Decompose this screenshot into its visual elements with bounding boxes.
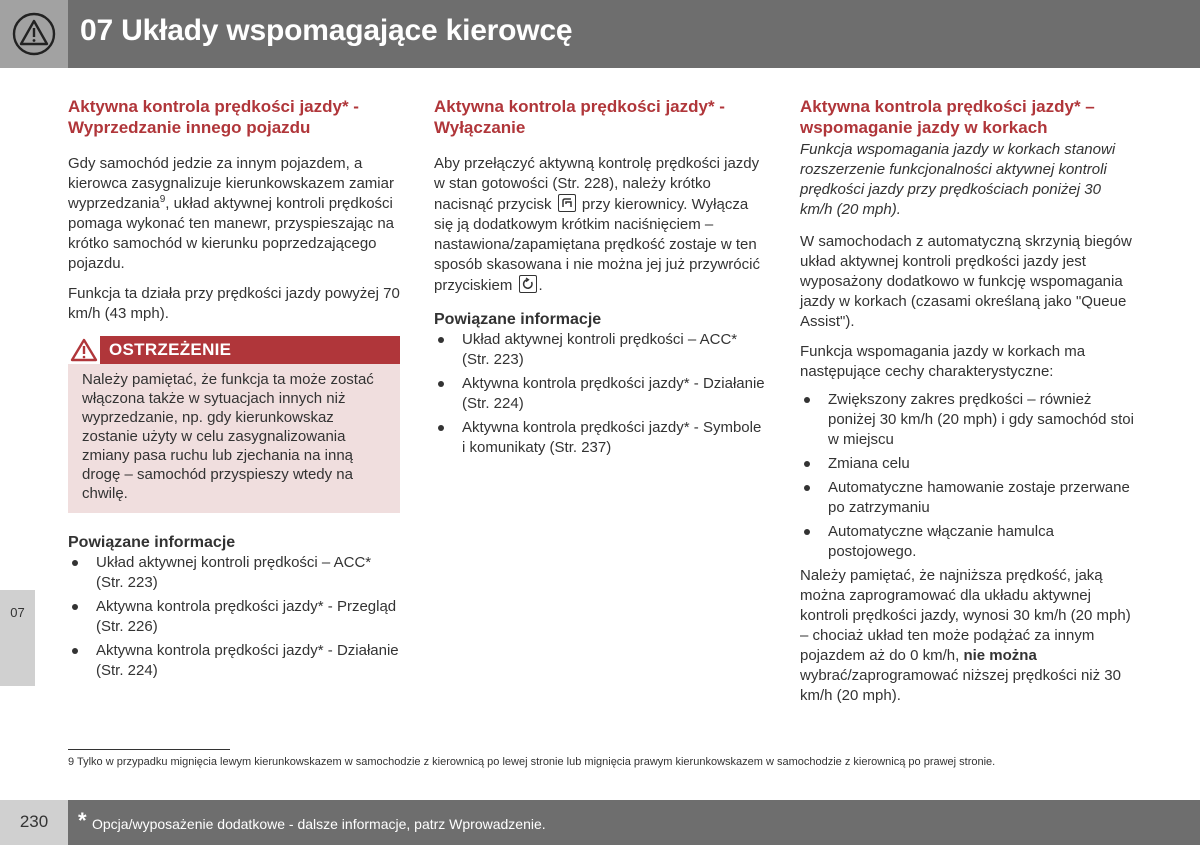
footnote: 9 Tylko w przypadku mignięcia lewym kierunkowskazem w samochodzie z kierownicą po lewej stronie lub mignięcia prawym kierunkowskazem w samochodzie z kierownicą po prawej stronie. [68, 756, 996, 768]
list-item [800, 390, 1134, 450]
list-item-text: Automatyczne hamowanie zostaje przerwane po zatrzymaniu [828, 479, 1130, 516]
warning-header [68, 336, 400, 364]
page-header [0, 0, 1200, 68]
list-item[interactable] [68, 641, 402, 681]
column-overtaking [68, 96, 402, 685]
header-icon-area [0, 0, 68, 68]
list-item[interactable] [434, 330, 768, 370]
section-heading: Aktywna kontrola prędkości jazdy* – wspomaganie jazdy w korkach [800, 97, 1095, 137]
paragraph: Funkcja wspomagania jazdy w korkach ma następujące cechy charakterystyczne: [800, 343, 1086, 380]
paragraph-text: . [538, 277, 543, 294]
bullet-icon [804, 461, 810, 467]
feature-list [800, 390, 1134, 562]
related-heading: Powiązane informacje [434, 311, 602, 328]
paragraph-text: Gdy samochód jedzie za innym pojazdem, a kierowca zasygnalizuje kierunkowskazem zamiar wyprzedzania [68, 155, 394, 212]
bullet-icon [804, 529, 810, 535]
resume-button-icon [519, 275, 537, 293]
warning-triangle-icon [12, 12, 56, 56]
emphasis-text: nie można [963, 647, 1037, 664]
paragraph-text: przy kierownicy. Wyłącza się ją dodatkowym krótkim naciśnięciem – nastawiona/zapamiętana prędkość zostaje w ten sposób skasowana i nie można jej już przywrócić przyciskiem [434, 196, 760, 294]
list-item-text: Zwiększony zakres prędkości – również poniżej 30 km/h (20 mph) i gdy samochód stoi w miejscu [828, 391, 1134, 448]
bullet-icon [804, 485, 810, 491]
list-item[interactable] [68, 553, 402, 593]
bullet-icon [804, 397, 810, 403]
related-link[interactable]: Aktywna kontrola prędkości jazdy* - Symbole i komunikaty (Str. 237) [462, 419, 762, 456]
chapter-title: 07 Układy wspomagające kierowcę [80, 14, 573, 47]
paragraph-text: Należy pamiętać, że najniższa prędkość, jaką można zaprogramować dla układu aktywnej kontroli prędkości jazdy, wynosi 30 km/h (20 mph) – chociaż układ ten może podążać za innym pojazdem aż do 0 km/h, [800, 567, 1131, 664]
standby-button-icon [558, 194, 576, 212]
footer-star: * [78, 808, 87, 833]
bullet-icon [438, 337, 444, 343]
paragraph-text: Aby przełączyć aktywną kontrolę prędkości jazdy w stan gotowości (Str. 228), należy krótko nacisnąć przycisk [434, 155, 760, 213]
paragraph: Funkcja ta działa przy prędkości jazdy powyżej 70 km/h (43 mph). [68, 285, 400, 322]
related-link[interactable]: Aktywna kontrola prędkości jazdy* - Działanie (Str. 224) [96, 642, 399, 679]
warning-label: OSTRZEŻENIE [109, 340, 232, 359]
bullet-icon [72, 560, 78, 566]
related-list [434, 330, 768, 458]
section-heading: Aktywna kontrola prędkości jazdy* - Wyprzedzanie innego pojazdu [68, 97, 359, 137]
related-link[interactable]: Układ aktywnej kontroli prędkości – ACC* (Str. 223) [462, 331, 738, 368]
bullet-icon [72, 604, 78, 610]
related-heading: Powiązane informacje [68, 534, 236, 551]
page-number: 230 [19, 812, 49, 831]
bullet-icon [438, 381, 444, 387]
paragraph: W samochodach z automatyczną skrzynią biegów układ aktywnej kontroli prędkości jazdy jest wyposażony dodatkowo w funkcję wspomagania jazdy w korkach (czasami określaną jako "Queue Assist"). [800, 233, 1132, 330]
column-queue-assist [800, 96, 1134, 706]
chapter-side-tab-label: 07 [10, 605, 25, 620]
footnote-ref[interactable]: 9 [159, 194, 166, 205]
list-item-text: Automatyczne włączanie hamulca postojowego. [828, 523, 1054, 560]
bullet-icon [438, 425, 444, 431]
related-link[interactable]: Układ aktywnej kontroli prędkości – ACC* (Str. 223) [96, 554, 372, 591]
list-item [800, 522, 1134, 562]
related-link[interactable]: Aktywna kontrola prędkości jazdy* - Działanie (Str. 224) [462, 375, 765, 412]
footer-note: Opcja/wyposażenie dodatkowe - dalsze informacje, patrz Wprowadzenie. [92, 816, 546, 832]
list-item[interactable] [434, 418, 768, 458]
list-item[interactable] [434, 374, 768, 414]
related-list [68, 553, 402, 681]
paragraph-text: wybrać/zaprogramować niższej prędkości niż 30 km/h (20 mph). [800, 667, 1121, 704]
column-disabling [434, 96, 768, 462]
paragraph [434, 154, 768, 296]
paragraph-text: , układ aktywnej kontroli prędkości pomaga wykonać ten manewr, przyspieszając na krótko samochód w kierunku poprzedzającego pojazdu. [68, 195, 395, 272]
footnote-divider [68, 749, 230, 750]
bullet-icon [72, 648, 78, 654]
related-link[interactable]: Aktywna kontrola prędkości jazdy* - Przegląd (Str. 226) [96, 598, 397, 635]
warning-body: Należy pamiętać, że funkcja ta może zostać włączona także w sytuacjach innych niż wyprzedzanie, np. gdy kierunkowskaz zostanie użyty w celu zasygnalizowania zmiany pasa ruchu lub zjechania na inną drogę – samochód przyspieszy wtedy na chwilę. [68, 364, 400, 513]
list-item[interactable] [68, 597, 402, 637]
intro-paragraph: Funkcja wspomagania jazdy w korkach stanowi rozszerzenie funkcjonalności aktywnej kontroli prędkości jazdy przy prędkościach poniżej 30 km/h (20 mph). [800, 141, 1116, 218]
section-heading: Aktywna kontrola prędkości jazdy* - Wyłączanie [434, 97, 725, 137]
list-item [800, 478, 1134, 518]
warning-icon-box [68, 336, 100, 364]
warning-box [68, 336, 400, 513]
list-item-text: Zmiana celu [828, 455, 910, 472]
paragraph [800, 566, 1134, 706]
paragraph [68, 154, 402, 274]
warning-triangle-icon [68, 336, 100, 364]
list-item [800, 454, 1134, 474]
